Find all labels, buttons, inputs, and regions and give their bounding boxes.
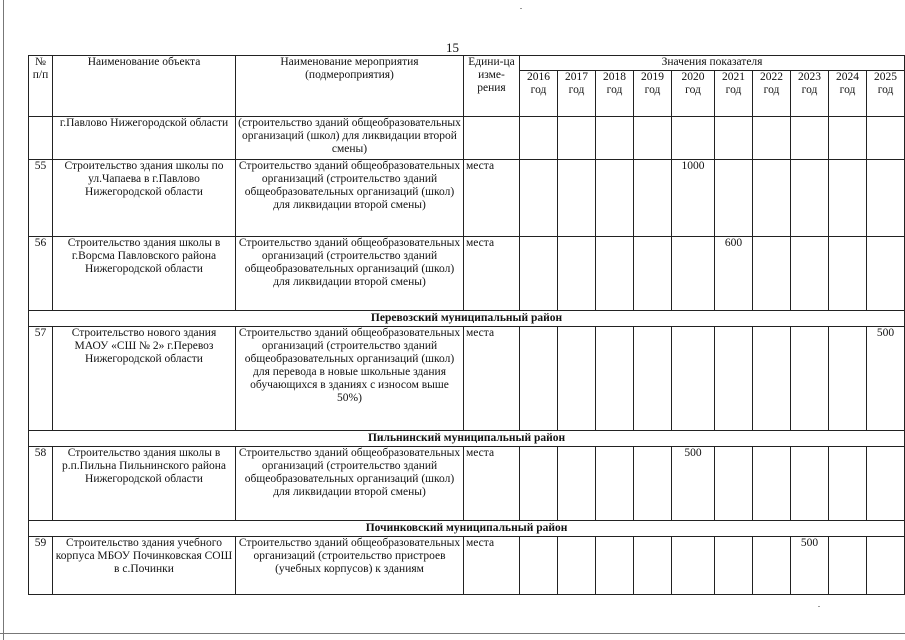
year-unit: год — [568, 84, 585, 96]
row-measure: Строительство зданий общеобразовательных организаций (строительство зданий общеобразовательных организаций (школ) для ликвидации второй смены) — [236, 237, 464, 311]
value-2023: 500 — [791, 537, 829, 595]
year-label: 2023 — [798, 71, 821, 83]
year-unit: год — [801, 84, 818, 96]
table-row — [29, 160, 905, 237]
row-unit: места — [464, 327, 520, 431]
header-year — [715, 71, 753, 117]
year-label: 2024 — [836, 71, 859, 83]
row-measure: Строительство зданий общеобразовательных организаций (строительство пристроев (учебных корпусов) к зданиям — [236, 537, 464, 595]
row-object: Строительство здания учебного корпуса МБОУ Починковская СОШ в с.Починки — [53, 537, 236, 595]
row-object: Строительство нового здания МАОУ «СШ № 2» г.Перевоз Нижегородской области — [53, 327, 236, 431]
year-unit: год — [839, 84, 856, 96]
row-measure: (строительство зданий общеобразовательных организаций (школ) для ликвидации второй смены) — [236, 117, 464, 160]
year-unit: год — [685, 84, 701, 96]
table-row — [29, 327, 905, 431]
row-num: 55 — [29, 160, 53, 237]
row-measure: Строительство зданий общеобразовательных организаций (строительство зданий общеобразовательных организаций (школ) для ликвидации второй смены) — [236, 160, 464, 237]
scan-bottom-edge — [0, 633, 905, 634]
scan-left-edge — [3, 0, 4, 640]
table-row — [29, 447, 905, 521]
scan-speck — [818, 606, 820, 607]
header-year — [753, 71, 791, 117]
page-number: 15 — [446, 40, 459, 55]
header-year — [867, 71, 905, 117]
row-unit: места — [464, 237, 520, 311]
table-row — [29, 237, 905, 311]
row-num: 58 — [29, 447, 53, 521]
row-measure: Строительство зданий общеобразовательных организаций (строительство зданий общеобразовательных организаций (школ) для ликвидации второй смены) — [236, 447, 464, 521]
year-label: 2017 — [565, 71, 588, 83]
scan-speck — [520, 8, 522, 9]
header-year — [634, 71, 672, 117]
header-year — [520, 71, 558, 117]
year-label: 2025 — [874, 71, 898, 83]
row-num: 56 — [29, 237, 53, 311]
row-object: г.Павлово Нижегородской области — [53, 117, 236, 160]
section-row — [29, 521, 905, 537]
year-label: 2020 — [681, 71, 705, 83]
table-row — [29, 537, 905, 595]
year-unit: год — [763, 84, 780, 96]
row-unit — [464, 117, 520, 160]
row-object: Строительство здания школы в р.п.Пильна Пильнинского района Нижегородской области — [53, 447, 236, 521]
row-num — [29, 117, 53, 160]
year-label: 2021 — [722, 71, 745, 83]
header-year — [829, 71, 867, 117]
header-unit: Едини-ца изме-рения — [464, 56, 520, 117]
year-unit: год — [644, 84, 661, 96]
year-label: 2022 — [760, 71, 783, 83]
header-year — [791, 71, 829, 117]
year-label: 2018 — [603, 71, 626, 83]
value-2025: 500 — [867, 327, 905, 431]
section-title: Пильнинский муниципальный район — [29, 431, 905, 447]
value-2020: 1000 — [672, 160, 715, 237]
section-row — [29, 311, 905, 327]
section-title: Починковский муниципальный район — [29, 521, 905, 537]
header-year — [672, 71, 715, 117]
header-year — [596, 71, 634, 117]
year-label: 2016 — [527, 71, 550, 83]
header-num: № п/п — [29, 56, 53, 117]
row-measure: Строительство зданий общеобразовательных организаций (строительство зданий общеобразовательных организаций (школ) для перевода в новые школьные здания обучающихся в зданиях с износом выше 50%) — [236, 327, 464, 431]
table-row — [29, 117, 905, 160]
year-label: 2019 — [641, 71, 664, 83]
row-unit: места — [464, 447, 520, 521]
header-values-group: Значения показателя — [520, 56, 905, 71]
row-unit: места — [464, 160, 520, 237]
row-unit: места — [464, 537, 520, 595]
value-2021: 600 — [715, 237, 753, 311]
year-unit: год — [606, 84, 623, 96]
section-row — [29, 431, 905, 447]
year-unit: год — [530, 84, 547, 96]
year-unit: год — [725, 84, 742, 96]
year-unit: год — [877, 84, 894, 96]
row-object: Строительство здания школы в г.Ворсма Павловского района Нижегородской области — [53, 237, 236, 311]
indicators-table — [28, 55, 905, 595]
value-2020: 500 — [672, 447, 715, 521]
section-title: Перевозский муниципальный район — [29, 311, 905, 327]
header-measure: Наименование мероприятия (подмероприятия) — [236, 56, 464, 117]
header-object: Наименование объекта — [53, 56, 236, 117]
row-num: 57 — [29, 327, 53, 431]
row-object: Строительство здания школы по ул.Чапаева в г.Павлово Нижегородской области — [53, 160, 236, 237]
header-year — [558, 71, 596, 117]
row-num: 59 — [29, 537, 53, 595]
